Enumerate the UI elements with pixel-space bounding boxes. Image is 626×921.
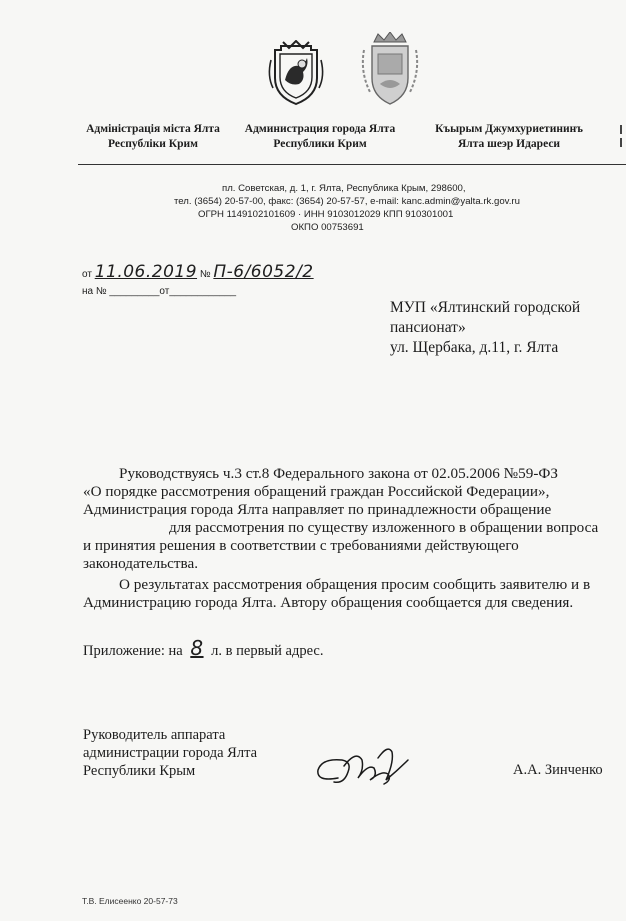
attachment-suffix: л. в первый адрес.	[211, 643, 324, 659]
contact-phones: тел. (3654) 20-57-00, факс: (3654) 20-57-57, e-mail: kanc.admin@yalta.rk.gov.ru	[174, 196, 520, 207]
number-prefix: №	[199, 269, 211, 280]
signer-name: А.А. Зинченко	[513, 762, 603, 778]
margin-mark	[620, 138, 622, 147]
body-paragraph-1	[83, 465, 623, 573]
body-line: О результатах рассмотрения обращения просим сообщить заявителю и в	[119, 576, 591, 593]
contact-okpo: ОКПО 00753691	[291, 222, 364, 233]
header-ukrainian	[78, 122, 228, 152]
body-line: Руководствуясь ч.3 ст.8 Федерального закона от 02.05.2006 №59-ФЗ	[119, 465, 558, 482]
header-ukrainian-line2: Республіки Крим	[108, 138, 198, 150]
attachment-prefix: Приложение: на	[83, 643, 183, 659]
addressee-line1: МУП «Ялтинский городской	[390, 299, 581, 316]
reply-reference: на № _________от____________	[82, 286, 237, 297]
body-line: «О порядке рассмотрения обращений граждан Российской Федерации»,	[83, 483, 550, 500]
header-russian-line2: Республики Крим	[273, 138, 367, 150]
handwritten-page-count: 8	[190, 636, 204, 660]
handwritten-number: П-6/6052/2	[213, 262, 314, 282]
margin-mark	[620, 125, 622, 134]
attachment-line	[83, 636, 323, 660]
header-russian	[232, 122, 408, 152]
crimea-coat-of-arms-icon	[265, 40, 327, 106]
addressee-line2: пансионат»	[390, 319, 466, 336]
body-line: и принятия решения в соответствии с требованиями действующего	[83, 537, 519, 554]
body-line: Администрацию города Ялта. Автору обращения сообщается для сведения.	[83, 594, 574, 611]
date-prefix: от	[82, 269, 92, 280]
addressee-block	[390, 298, 580, 358]
addressee-line3: ул. Щербака, д.11, г. Ялта	[390, 339, 559, 356]
body-line: для рассмотрения по существу изложенного в обращении вопроса	[169, 519, 599, 536]
yalta-coat-of-arms-icon	[360, 32, 420, 106]
outgoing-registration	[82, 262, 314, 282]
signer-position-line1: Руководитель аппарата	[83, 727, 226, 743]
executor-note: Т.В. Елисеенко 20-57-73	[82, 896, 178, 906]
header-crimean-tatar-line2: Ялта шеэр Идареси	[457, 138, 561, 150]
signature-icon	[308, 740, 418, 800]
header-russian-line1: Администрация города Ялта	[244, 123, 396, 135]
signer-position	[83, 726, 257, 780]
contact-address: пл. Советская, д. 1, г. Ялта, Республика Крым, 298600,	[222, 183, 466, 194]
header-ukrainian-line1: Адміністрація міста Ялта	[86, 123, 220, 135]
header-divider	[78, 164, 626, 165]
header-crimean-tatar	[424, 122, 594, 152]
body-paragraph-2	[83, 576, 623, 612]
body-line: Администрация города Ялта направляет по принадлежности обращение	[83, 501, 552, 518]
signer-position-line3: Республики Крым	[83, 763, 196, 779]
header-crimean-tatar-line1: Къырым Джумхуриетининъ	[435, 123, 583, 135]
contact-ogrn: ОГРН 1149102101609 · ИНН 9103012029 КПП 910301001	[198, 209, 454, 220]
handwritten-date: 11.06.2019	[94, 262, 198, 282]
body-line: законодательства.	[83, 555, 199, 572]
signer-position-line2: администрации города Ялта	[83, 745, 258, 761]
